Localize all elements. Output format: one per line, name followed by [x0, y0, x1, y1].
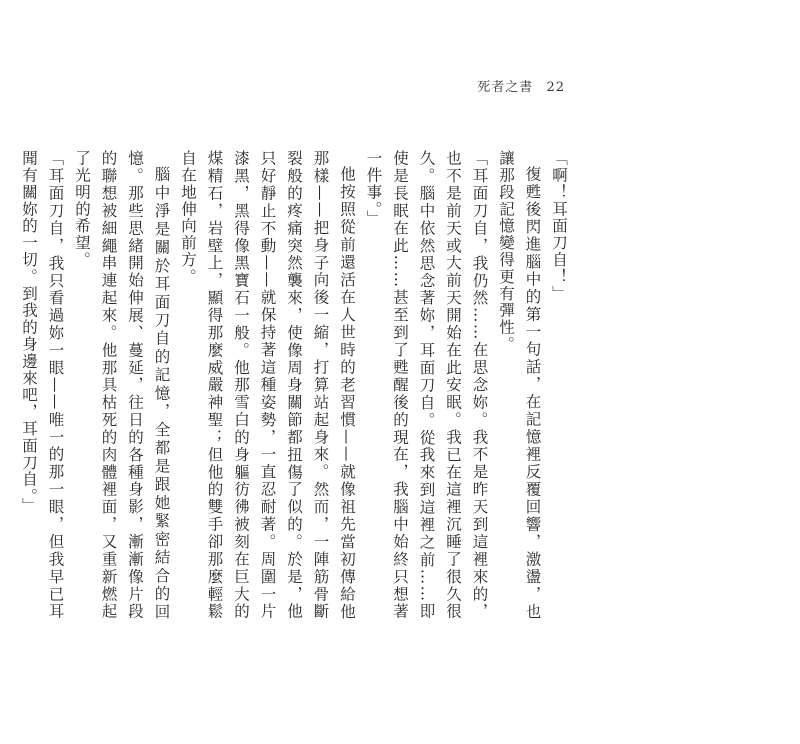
- vertical-body-text: [20, 150, 572, 620]
- paragraph-1: 「啊！耳面刀自！」: [550, 150, 568, 303]
- page-number: 22: [546, 80, 565, 95]
- paragraph-3: 「耳面刀自，我仍然……在思念妳。我不是昨天到這裡來的，也不是前天或大前天開始在此安眠。我已在這裡沉睡了很久很久。腦中依然思念著妳，耳面刀自。從我來到這裡之前……即使是長眠在此……甚至到了甦醒後的現在，我腦中始終只想著一件事。」: [364, 150, 489, 620]
- book-title: 死者之書: [477, 80, 534, 95]
- running-head: [477, 76, 565, 95]
- paragraph-2: 復甦後閃進腦中的第一句話，在記憶裡反覆回響，激盪，也讓那段記憶變得更有彈性。: [497, 150, 542, 620]
- paragraph-6: 「耳面刀自，我只看過妳一眼——唯一的那一眼，但我早已耳聞有關妳的一切。到我的身邊來吧，耳面刀自。」: [20, 150, 65, 620]
- paragraph-5: 腦中淨是關於耳面刀自的記憶，全都是跟她緊密結合的回憶。那些思緒開始伸展、蔓延，往日的各種身影，漸漸像片段的聯想被細繩串連起來。他那具枯死的肉體裡面，又重新燃起了光明的希望。: [73, 150, 171, 620]
- paragraph-4: 他按照從前還活在人世時的老習慣——就像祖先當初傳給他那樣——把身子向後一縮，打算站起身來。然而，一陣筋骨斷裂般的疼痛突然襲來，使像周身關節都扭傷了似的。於是，他只好靜止不動——就保持著這種姿勢，一直忍耐著。周圍一片漆黑，黑得像黑寶石一般。他那雪白的身軀彷彿被刻在巨大的煤精石，岩壁上，顯得那麼威嚴神聖；但他的雙手卻那麼輕鬆自在地伸向前方。: [179, 150, 356, 620]
